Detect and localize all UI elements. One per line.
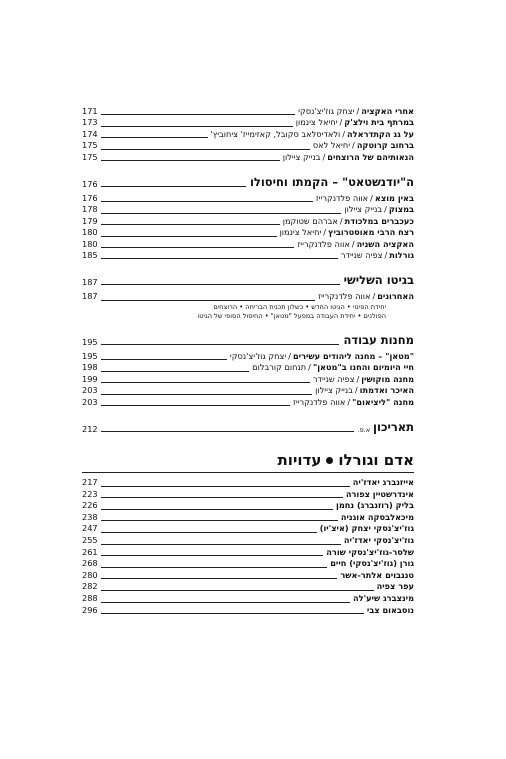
separator: / <box>352 140 355 151</box>
entry-author: אווה פלדנקרייז <box>293 396 346 407</box>
section-title: מחנות עבודה <box>343 333 414 348</box>
entry-page: 180 <box>82 227 98 238</box>
section-title: תאריכון <box>373 420 414 435</box>
section-page: 176 <box>82 178 98 189</box>
entry-title: גורן (גוז'יצ'נסקי) חיים <box>330 558 414 569</box>
separator: / <box>339 117 343 128</box>
part-subtitle: עדויות <box>277 451 322 470</box>
section-description <box>82 303 414 321</box>
entry-page: 217 <box>82 477 98 488</box>
toc-entry <box>82 193 414 204</box>
toc-entry <box>82 385 414 396</box>
leader-line <box>101 247 295 248</box>
entry-page: 195 <box>82 351 98 362</box>
entry-author: בנייק ציילון <box>344 204 383 215</box>
entry-title: עפר צפיה <box>376 581 414 592</box>
entry-title: באין מוצא <box>374 192 414 203</box>
leader-line <box>101 236 277 237</box>
section-title: בגיטו השלישי <box>343 273 414 288</box>
leader-line <box>101 213 342 214</box>
entry-title: במצוק <box>388 204 414 215</box>
entry-page: 178 <box>82 204 98 215</box>
entry-author: יחיאל צינמון <box>295 117 338 128</box>
entry-page: 176 <box>82 192 98 203</box>
toc-entry <box>82 605 414 617</box>
separator: / <box>351 238 355 249</box>
entries-group-5 <box>82 477 414 616</box>
entry-page: 296 <box>82 604 98 615</box>
entry-page: 280 <box>82 569 98 580</box>
leader-line <box>101 201 313 202</box>
toc-entry <box>82 216 414 227</box>
toc-entry <box>82 593 414 605</box>
entry-title: הנאותיהם של הרוצחים <box>327 151 414 162</box>
entry-title: רצח הרבי מאוסטרוביץ <box>328 227 414 238</box>
entry-title: גוז'יצ'נסקי יאדז'יה <box>343 535 414 546</box>
entry-page: 226 <box>82 500 98 511</box>
leader-line <box>101 114 296 115</box>
separator: / <box>356 373 360 384</box>
leader-line <box>101 602 350 603</box>
entry-title: במרתף בית וילצ'ק <box>344 117 414 128</box>
separator: / <box>356 106 360 116</box>
leader-line <box>101 344 340 345</box>
entry-title: על גג הקתדראלה <box>347 128 414 139</box>
entry-author: יחיאל לאס <box>312 140 351 151</box>
section-page: 212 <box>82 424 98 435</box>
entry-title: אייזנברג יאדז'יה <box>352 477 414 488</box>
entry-page: 203 <box>82 396 98 407</box>
entry-title: ברחוב קרוטקה <box>356 140 414 151</box>
entry-title: גוז'יצ'נסקי יצחק (איצ'יו) <box>319 523 414 534</box>
leader-line <box>101 149 310 150</box>
toc-entry <box>82 362 414 373</box>
leader-line <box>101 613 364 614</box>
leader-line <box>101 520 338 521</box>
leader-line <box>101 359 227 360</box>
part-heading <box>82 450 414 470</box>
entry-author: ולאדיסלאב סקובל, קאזימייז' ציחוביץ' <box>210 128 341 139</box>
entry-title: האיכר ואדמתו <box>359 385 414 396</box>
entry-author: בנייק ציילון <box>282 151 321 162</box>
entry-author: בנייק ציילון <box>315 385 353 396</box>
entry-page: 282 <box>82 581 98 592</box>
leader-line <box>101 405 290 406</box>
entry-page: 180 <box>82 238 98 249</box>
entry-author: אברהם שטוקמן <box>282 215 338 226</box>
leader-line <box>101 284 340 285</box>
leader-line <box>101 578 338 579</box>
entries-group-1 <box>82 106 414 163</box>
toc-entry <box>82 239 414 250</box>
separator: / <box>339 215 343 226</box>
entry-title: גורלות <box>389 249 414 260</box>
entry-title: האקציה השניה <box>356 238 414 249</box>
separator: / <box>323 227 327 238</box>
entry-author: אווה פלדנקרייז <box>315 192 369 203</box>
toc-entry <box>82 570 414 582</box>
entry-page: 179 <box>82 215 98 226</box>
entry-page: 261 <box>82 546 98 557</box>
separator: / <box>370 192 373 203</box>
entry-title: מחנה מוקושין <box>361 373 414 384</box>
leader-line <box>101 544 341 545</box>
entries-group-2 <box>82 193 414 261</box>
toc-entry <box>82 374 414 385</box>
entry-title: נוסבאום צבי <box>366 604 414 615</box>
section-heading <box>82 175 414 189</box>
leader-line <box>101 394 313 395</box>
toc-entry <box>82 489 414 501</box>
section-author: א.פ. <box>357 426 371 435</box>
entries-group-3 <box>82 291 414 302</box>
separator: / <box>322 151 326 162</box>
entry-page: 223 <box>82 488 98 499</box>
separator: / <box>308 362 311 373</box>
toc-entry <box>82 117 414 128</box>
bullet-icon <box>326 457 333 464</box>
entry-author: אווה פלדנקרייז <box>297 238 350 249</box>
separator: / <box>342 128 346 139</box>
leader-line <box>101 137 208 138</box>
divider <box>82 472 414 473</box>
leader-line <box>101 555 324 556</box>
entry-page: 199 <box>82 373 98 384</box>
leader-line <box>101 567 328 568</box>
toc-entry <box>82 129 414 140</box>
entry-author: יחיאל צינמון <box>279 227 322 238</box>
description-line: יחידת הפינוי • הגיטו החדש • כשלון תכנית הבריחה • הרוצחים <box>213 302 386 311</box>
leader-line <box>101 509 333 510</box>
separator: / <box>288 351 291 362</box>
leader-line <box>101 431 354 432</box>
leader-line <box>101 224 280 225</box>
entry-author: צפיה שניידר <box>340 249 383 260</box>
entry-title: מחנה "ליציאום" <box>352 396 414 407</box>
entry-title: כעכברים במלכודת <box>344 215 414 226</box>
entry-page: 175 <box>82 140 98 151</box>
section-heading <box>82 333 414 347</box>
leader-line <box>101 126 293 127</box>
entry-author: צפיה שניידר <box>312 373 355 384</box>
entry-title: אחרי האקציה <box>361 106 414 116</box>
leader-line <box>101 497 343 498</box>
entry-page: 247 <box>82 523 98 534</box>
separator: / <box>384 249 388 260</box>
part-title: אדם וגורלו <box>338 451 414 470</box>
leader-line <box>101 382 310 383</box>
toc-entry <box>82 397 414 408</box>
entry-page: 255 <box>82 535 98 546</box>
entry-author: יצחק גוז'יצ'נסקי <box>298 106 355 116</box>
toc-entry <box>82 291 414 302</box>
section-page: 187 <box>82 277 98 288</box>
toc-entry <box>82 512 414 524</box>
section-page: 195 <box>82 337 98 348</box>
entry-page: 238 <box>82 511 98 522</box>
entries-group-4 <box>82 351 414 408</box>
toc-entry <box>82 204 414 215</box>
table-of-contents <box>82 106 414 616</box>
separator: / <box>384 204 387 215</box>
separator: / <box>354 385 358 396</box>
entry-page: 171 <box>82 106 98 116</box>
toc-entry <box>82 227 414 238</box>
leader-line <box>101 371 250 372</box>
entry-page: 175 <box>82 151 98 162</box>
entry-title: טננבוים אלתר-אשר <box>340 569 414 580</box>
leader-line <box>101 590 374 591</box>
leader-line <box>101 186 246 187</box>
description-line: הפולנים • יחידת העבודה במפעל "מטאן" • החיסול הסופי של הגיטו <box>197 311 386 320</box>
entry-author: אווה פלדנקרייז <box>318 291 371 302</box>
entry-title: האחרונים <box>377 291 414 302</box>
entry-title: חיי היומיום והחנו ב"מטאן" <box>312 362 414 373</box>
entry-page: 174 <box>82 128 98 139</box>
entry-title: שלסר-גוז'יצ'נסקי שורה <box>326 546 414 557</box>
toc-entry <box>82 547 414 559</box>
entry-page: 185 <box>82 249 98 260</box>
separator: / <box>347 396 351 407</box>
entry-title: מינצברג שיע'לה <box>353 592 414 603</box>
toc-entry <box>82 477 414 489</box>
toc-entry <box>82 106 414 117</box>
entry-title: בליק (רוזנברג) נחמן <box>336 500 414 511</box>
separator: / <box>372 291 376 302</box>
entry-title: מיכאלבסקה אוגניה <box>340 511 414 522</box>
section-heading <box>82 420 414 434</box>
toc-entry <box>82 250 414 261</box>
leader-line <box>101 532 317 533</box>
leader-line <box>101 160 280 161</box>
toc-entry <box>82 523 414 535</box>
entry-page: 173 <box>82 117 98 128</box>
toc-entry <box>82 152 414 163</box>
entry-page: 288 <box>82 592 98 603</box>
toc-entry <box>82 558 414 570</box>
toc-entry <box>82 351 414 362</box>
section-heading <box>82 273 414 287</box>
entry-page: 187 <box>82 291 98 302</box>
toc-entry <box>82 500 414 512</box>
leader-line <box>101 486 350 487</box>
entry-author: יצחק גוז'יצ'נסקי <box>229 351 287 362</box>
toc-entry <box>82 581 414 593</box>
section-title: ה"יודנשטאט" – הקמתו וחיסולו <box>249 174 414 189</box>
entry-author: תנחום קורבלום <box>252 362 307 373</box>
entry-page: 198 <box>82 362 98 373</box>
toc-entry <box>82 140 414 151</box>
leader-line <box>101 258 338 259</box>
entry-page: 268 <box>82 558 98 569</box>
entry-title: אינדרשטיין צפורה <box>345 488 414 499</box>
entry-page: 203 <box>82 385 98 396</box>
entry-title: "מטאן" – מחנה ליהודים עשירים <box>292 351 414 362</box>
toc-entry <box>82 535 414 547</box>
leader-line <box>101 300 315 301</box>
